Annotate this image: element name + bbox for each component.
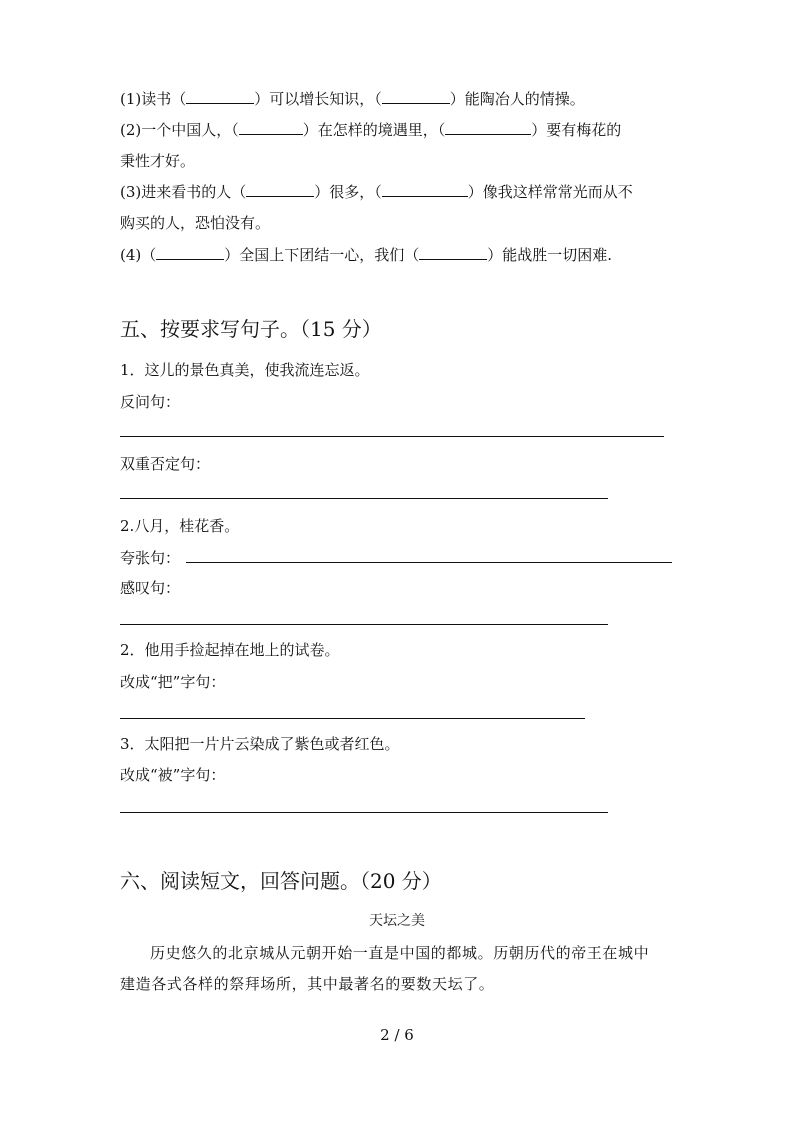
answer-blank[interactable]	[382, 182, 468, 197]
answer-line[interactable]	[120, 498, 608, 499]
rhetorical-question-label: 反问句：	[120, 393, 181, 411]
question-5-4: 3．太阳把一片片云染成了紫色或者红色。	[120, 735, 400, 753]
answer-line[interactable]	[186, 562, 672, 563]
question-5-1: 1．这儿的景色真美，使我流连忘返。	[120, 361, 370, 379]
answer-line[interactable]	[120, 436, 664, 437]
question-5-2: 2.八月，桂花香。	[120, 517, 240, 535]
answer-blank[interactable]	[382, 89, 450, 104]
passage-line-2: 建造各式各样的祭拜场所，其中最著名的要数天坛了。	[120, 975, 495, 993]
fill-item-2: (2)一个中国人，（ ）在怎样的境遇里，（ ）要有梅花的	[120, 121, 622, 139]
section-6-heading: 六、阅读短文，回答问题。（20 分）	[120, 869, 442, 893]
answer-line[interactable]	[120, 718, 585, 719]
ba-sentence-label: 改成“把”字句：	[120, 673, 226, 691]
answer-blank[interactable]	[246, 182, 314, 197]
question-5-3: 2．他用手捡起掉在地上的试卷。	[120, 641, 340, 659]
fill-item-2-cont: 秉性才好。	[120, 152, 196, 170]
fill-item-4: (4)（ ）全国上下团结一心，我们（ ）能战胜一切困难.	[120, 246, 613, 264]
passage-title: 天坛之美	[369, 913, 425, 929]
answer-blank[interactable]	[419, 245, 487, 260]
exclamation-label: 感叹句：	[120, 579, 181, 597]
answer-line[interactable]	[120, 624, 608, 625]
fill-item-3-cont: 购买的人，恐怕没有。	[120, 214, 271, 232]
fill-item-1: (1)读书（ ）可以增长知识，（ ）能陶冶人的情操。	[120, 90, 585, 108]
fill-item-3: (3)进来看书的人（ ）很多，（ ）像我这样常常光而从不	[120, 183, 633, 201]
answer-blank[interactable]	[239, 120, 303, 135]
section-5-heading: 五、按要求写句子。（15 分）	[120, 317, 382, 341]
answer-blank[interactable]	[186, 89, 254, 104]
passage-line-1: 历史悠久的北京城从元朝开始一直是中国的都城。历朝历代的帝王在城中	[150, 944, 650, 962]
hyperbole-label: 夸张句：	[120, 549, 181, 567]
answer-line[interactable]	[120, 812, 608, 813]
bei-sentence-label: 改成“被”字句：	[120, 766, 226, 784]
answer-blank[interactable]	[445, 120, 531, 135]
answer-blank[interactable]	[156, 245, 224, 260]
double-negative-label: 双重否定句：	[120, 455, 211, 473]
page-number: 2 / 6	[380, 1026, 414, 1044]
